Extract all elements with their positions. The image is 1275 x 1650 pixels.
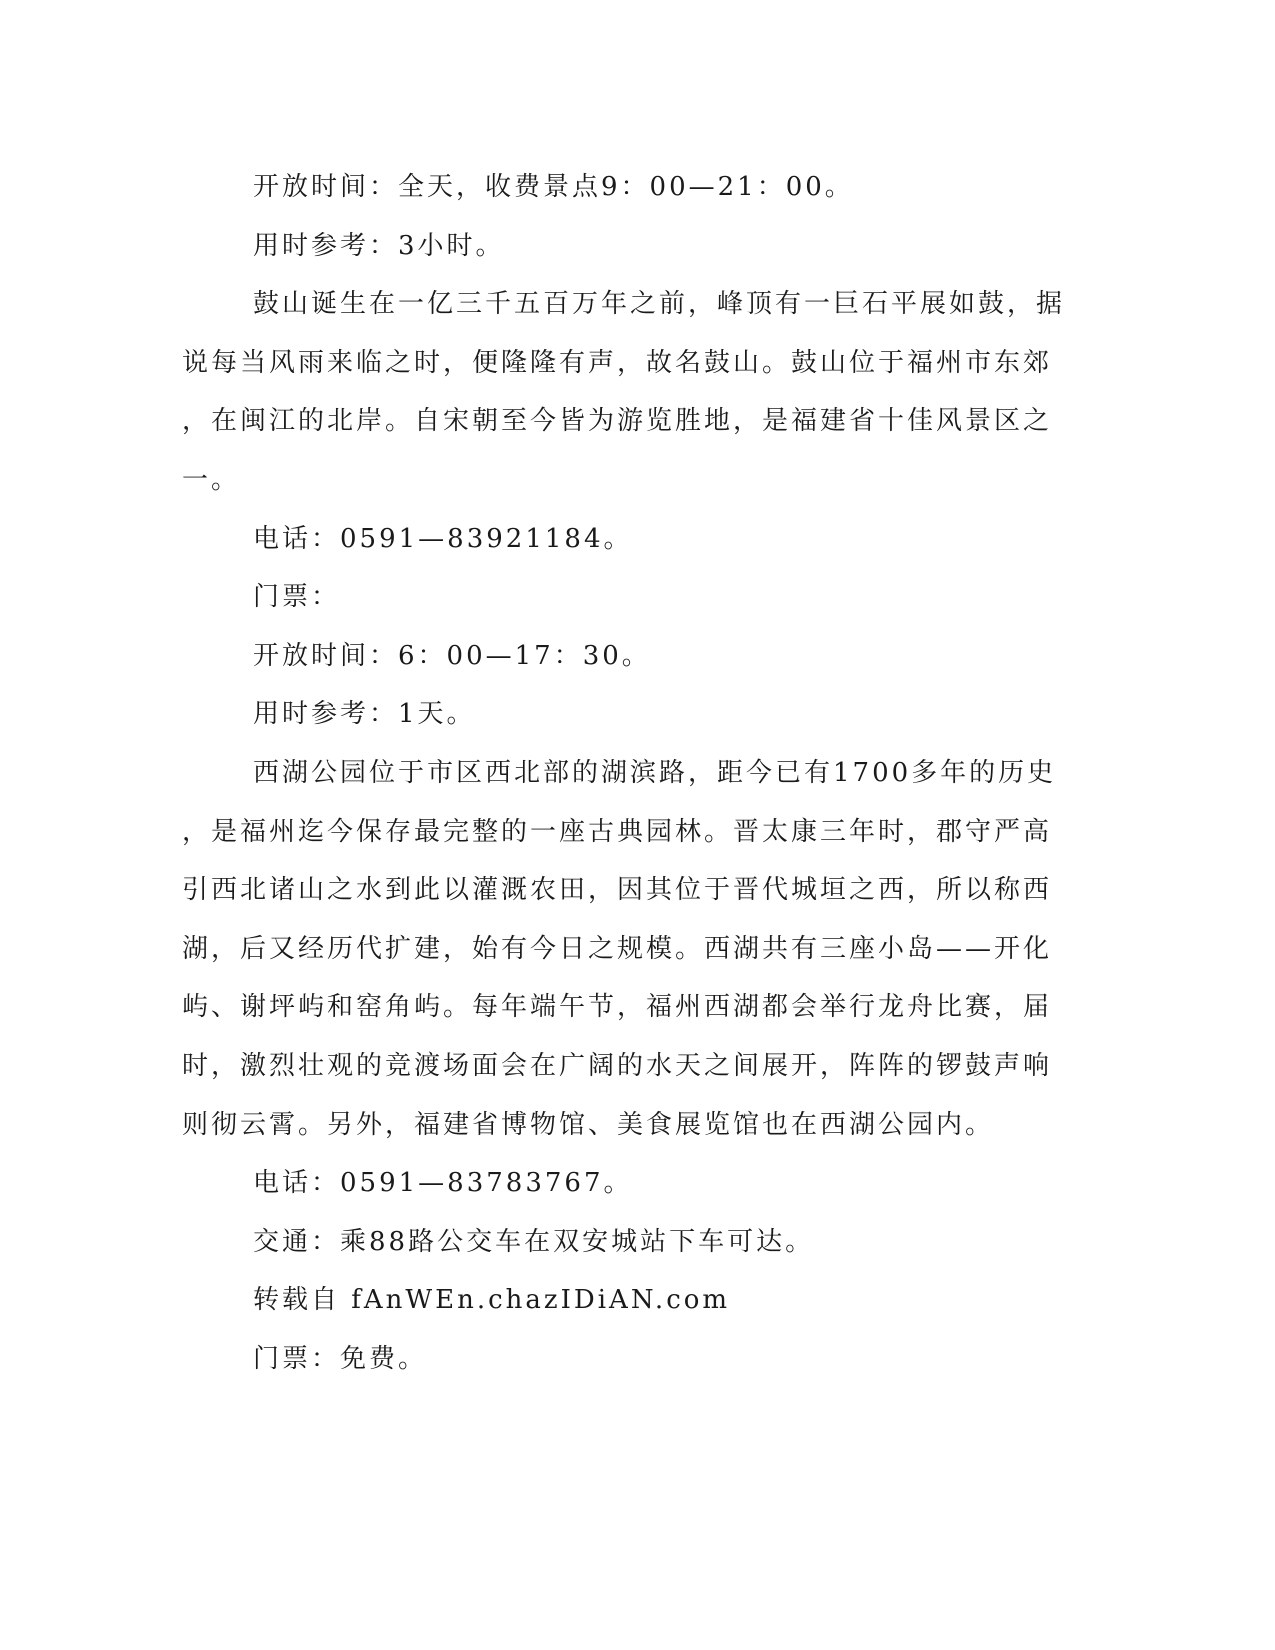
- text-line: ，是福州迄今保存最完整的一座古典园林。晋太康三年时，郡守严高: [182, 816, 1053, 847]
- text-line: ，在闽江的北岸。自宋朝至今皆为游览胜地，是福建省十佳风景区之: [182, 406, 1053, 437]
- text-line: 湖，后又经历代扩建，始有今日之规模。西湖共有三座小岛——开化: [182, 933, 1053, 964]
- text-line: 用时参考：1天。: [253, 699, 476, 730]
- document-body: [182, 158, 1066, 1388]
- text-line: 用时参考：3小时。: [253, 230, 505, 261]
- text-line: 门票：免费。: [253, 1343, 428, 1374]
- text-line: 则彻云霄。另外，福建省博物馆、美食展览馆也在西湖公园内。: [182, 1109, 995, 1140]
- text-line: 转载自 fAnWEn.chazIDiAN.com: [253, 1285, 731, 1316]
- text-line: 电话：0591—83921184。: [253, 523, 633, 554]
- text-line: 时，激烈壮观的竞渡场面会在广阔的水天之间展开，阵阵的锣鼓声响: [182, 1050, 1053, 1081]
- text-line: 交通：乘88路公交车在双安城站下车可达。: [253, 1226, 815, 1257]
- text-line: 说每当风雨来临之时，便隆隆有声，故名鼓山。鼓山位于福州市东郊: [182, 347, 1053, 378]
- text-line: 引西北诸山之水到此以灌溉农田，因其位于晋代城垣之西，所以称西: [182, 875, 1053, 906]
- text-line: 西湖公园位于市区西北部的湖滨路，距今已有1700多年的历史: [253, 757, 1057, 788]
- text-line: 屿、谢坪屿和窑角屿。每年端午节，福州西湖都会举行龙舟比赛，届: [182, 992, 1053, 1023]
- text-line: 电话：0591—83783767。: [253, 1168, 633, 1199]
- text-line: 开放时间：6：00—17：30。: [253, 640, 651, 671]
- text-line: 一。: [182, 464, 241, 495]
- text-line: 开放时间：全天，收费景点9：00—21：00。: [253, 172, 854, 202]
- text-line: 门票：: [253, 582, 341, 613]
- text-line: 鼓山诞生在一亿三千五百万年之前，峰顶有一巨石平展如鼓，据: [253, 289, 1066, 320]
